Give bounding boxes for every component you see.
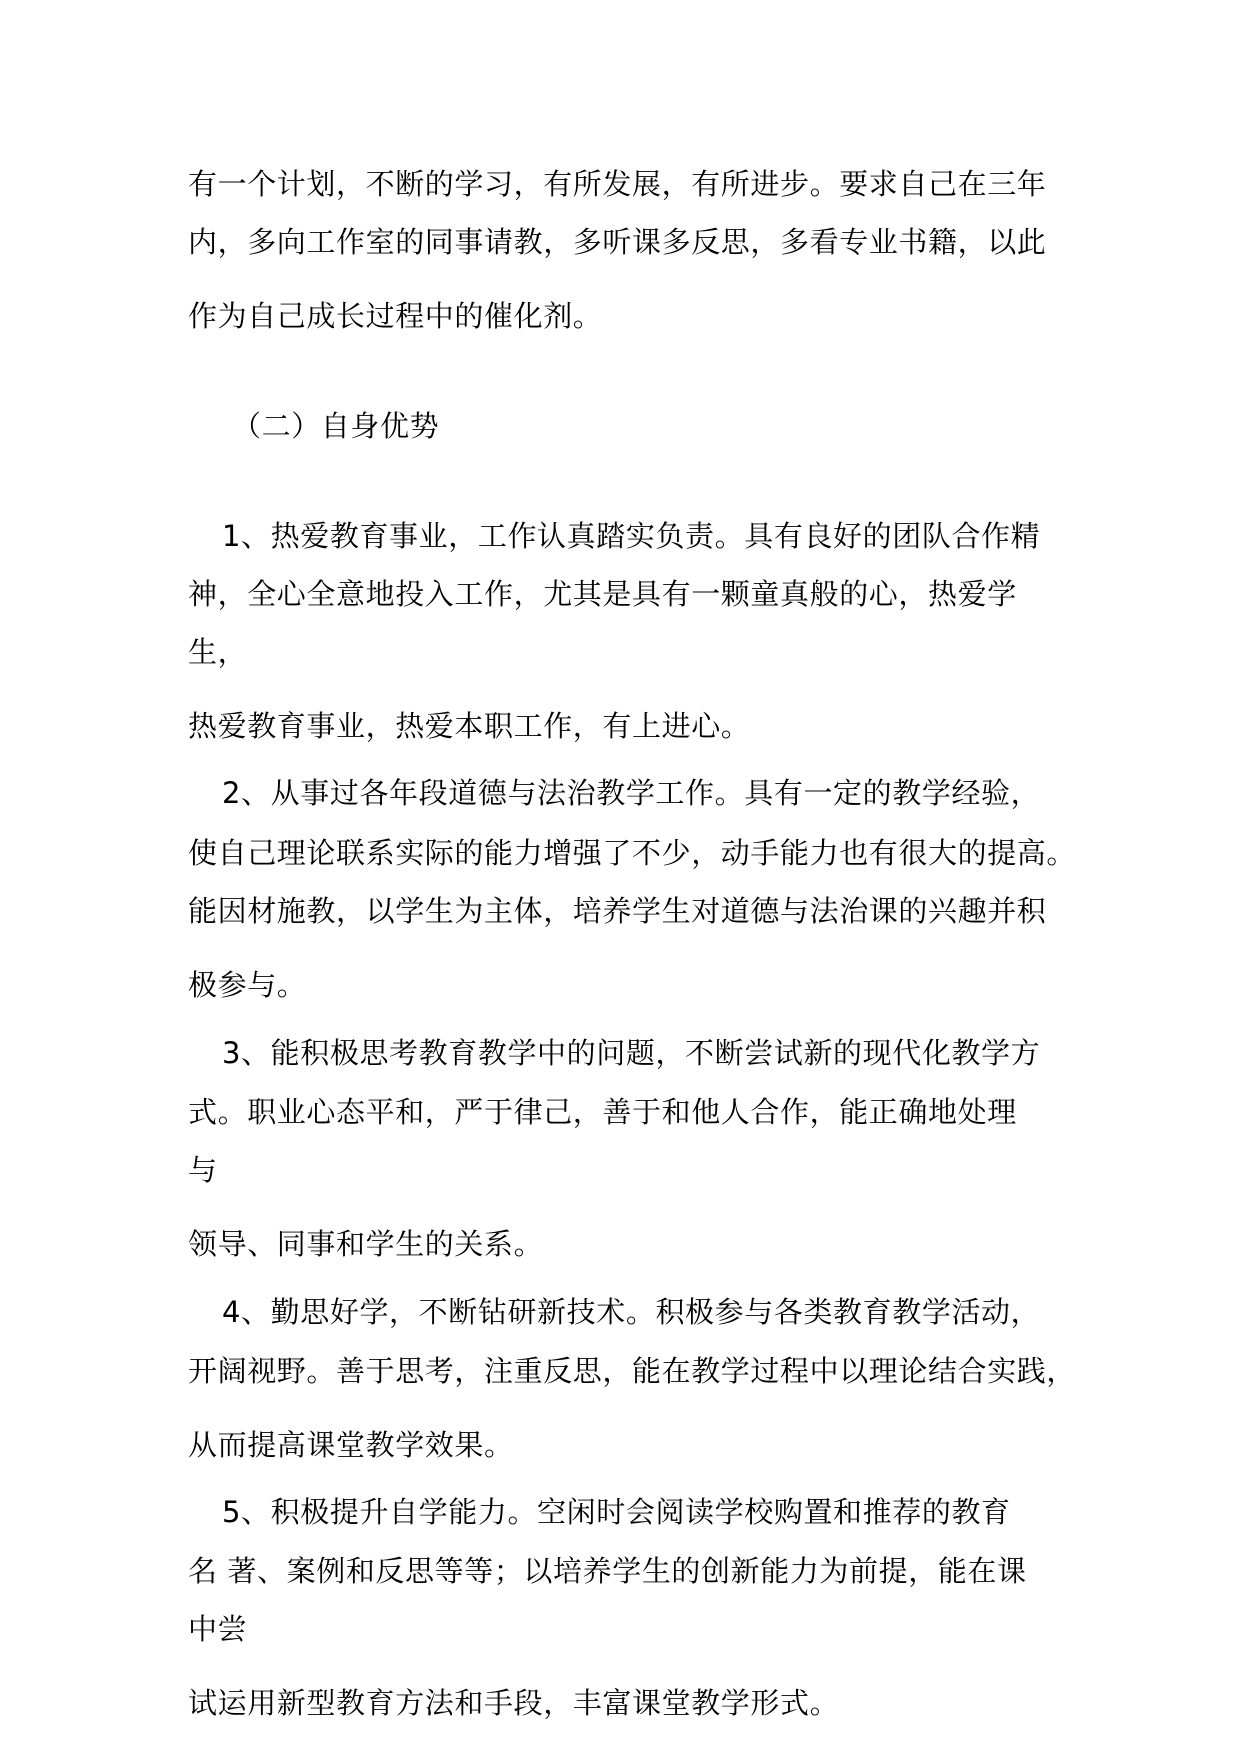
text-line-7: 生， [188,635,248,669]
text-line-15: 与 [188,1153,218,1187]
text-line-16: 领导、同事和学生的关系。 [188,1227,544,1261]
text-line-9: 2、从事过各年段道德与法治教学工作。具有一定的教学经验， [222,776,1041,810]
text-line-12: 极参与。 [188,968,307,1002]
text-line-13: 3、能积极思考教育教学中的问题，不断尝试新的现代化教学方 [222,1036,1041,1070]
text-line-8: 热爱教育事业，热爱本职工作，有上进心。 [188,709,751,743]
text-line-19: 从而提高课堂教学效果。 [188,1428,514,1462]
text-line-1: 有一个计划，不断的学习，有所发展，有所进步。要求自己在三年 [188,167,1047,201]
text-line-5: 1、热爱教育事业，工作认真踏实负责。具有良好的团队合作精 [222,519,1041,553]
text-line-22: 中尝 [188,1612,248,1646]
text-line-3: 作为自己成长过程中的催化剂。 [188,299,603,333]
text-line-11: 能因材施教，以学生为主体，培养学生对道德与法治课的兴趣并积 [188,894,1047,928]
text-line-18: 开阔视野。善于思考，注重反思，能在教学过程中以理论结合实践， [188,1354,1077,1388]
text-line-6: 神，全心全意地投入工作，尤其是具有一颗童真般的心，热爱学 [188,577,1017,611]
text-line-2: 内，多向工作室的同事请教，多听课多反思，多看专业书籍，以此 [188,225,1047,259]
text-line-23: 试运用新型教育方法和手段，丰富课堂教学形式。 [188,1686,840,1720]
text-line-21: 名 著、案例和反思等等；以培养学生的创新能力为前提，能在课 [188,1554,1027,1588]
text-line-20: 5、积极提升自学能力。空闲时会阅读学校购置和推荐的教育 [222,1495,1011,1529]
text-line-17: 4、勤思好学，不断钻研新技术。积极参与各类教育教学活动， [222,1295,1041,1329]
text-line-10: 使自己理论联系实际的能力增强了不少，动手能力也有很大的提高。 [188,836,1077,870]
section-heading: （二）自身优势 [232,409,440,443]
text-line-14: 式。职业心态平和，严于律己，善于和他人合作，能正确地处理 [188,1095,1017,1129]
